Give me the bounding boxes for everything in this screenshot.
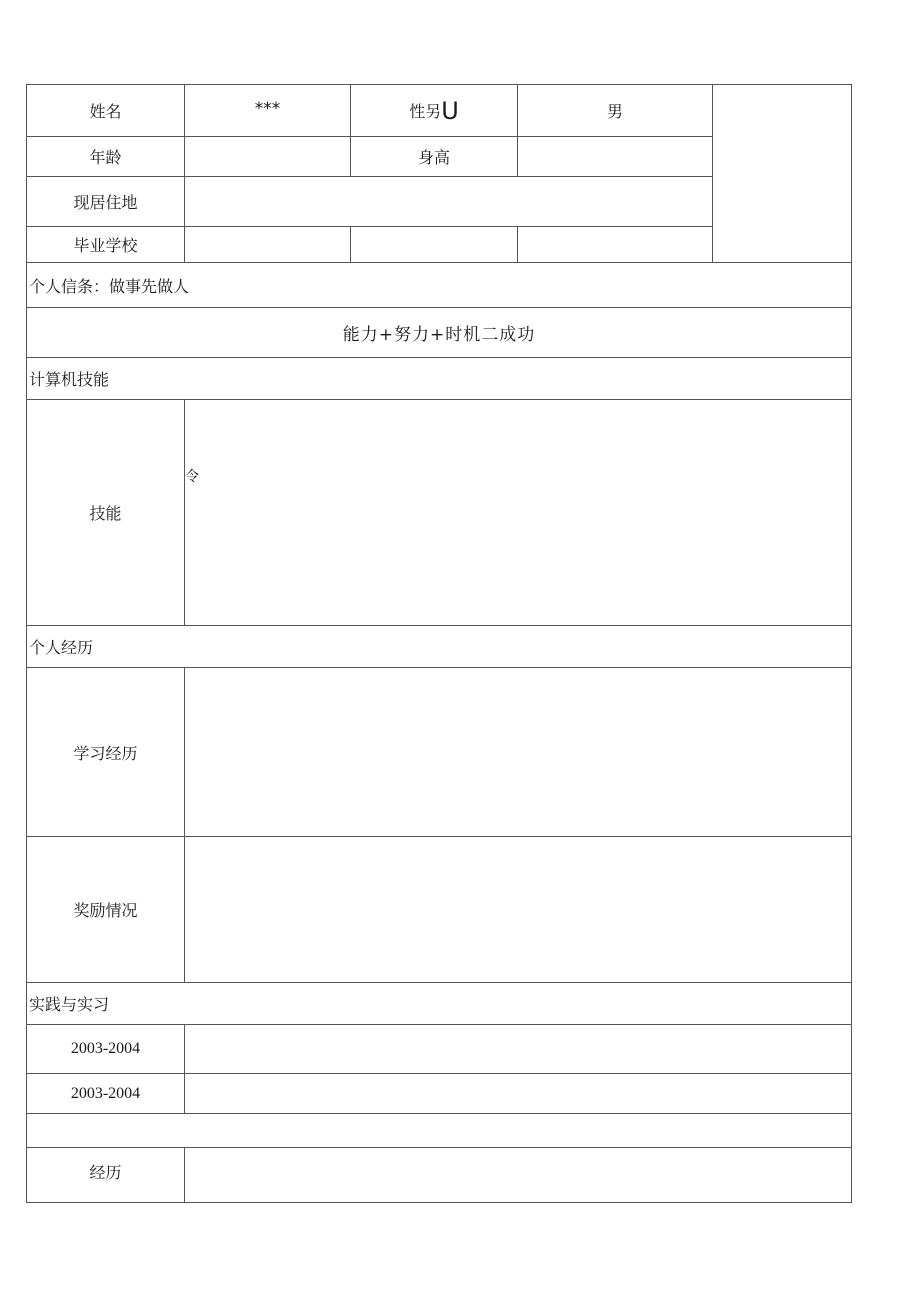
resume-table bbox=[26, 84, 852, 1203]
row-practice-title bbox=[27, 983, 852, 1025]
study-content bbox=[185, 668, 852, 837]
name-label: 姓名 bbox=[27, 85, 185, 137]
row-name bbox=[27, 85, 852, 137]
row-study bbox=[27, 668, 852, 837]
row-skills-title bbox=[27, 358, 852, 400]
residence-value bbox=[185, 177, 713, 227]
height-label: 身高 bbox=[351, 137, 518, 177]
motto-text-cell bbox=[27, 308, 852, 358]
name-value-text: *** bbox=[254, 99, 281, 119]
row-motto-text bbox=[27, 308, 852, 358]
height-value bbox=[518, 137, 713, 177]
awards-label: 奖励情况 bbox=[27, 837, 185, 983]
practice-content-1 bbox=[185, 1025, 852, 1074]
practice-section-title: 实践与实习 bbox=[27, 983, 852, 1025]
row-blank bbox=[27, 1114, 852, 1148]
blank-row-cell bbox=[27, 1114, 852, 1148]
school-value-3 bbox=[518, 227, 713, 263]
gender-label: 性另 bbox=[409, 101, 442, 121]
school-label: 毕业学校 bbox=[27, 227, 185, 263]
practice-period-1: 2003-2004 bbox=[27, 1025, 185, 1074]
row-awards bbox=[27, 837, 852, 983]
skills-label: 技能 bbox=[27, 400, 185, 626]
skills-content bbox=[185, 400, 852, 626]
practice-period-2: 2003-2004 bbox=[27, 1074, 185, 1114]
school-value-2 bbox=[351, 227, 518, 263]
school-value-1 bbox=[185, 227, 351, 263]
practice-row bbox=[27, 1025, 852, 1074]
photo-cell bbox=[713, 85, 852, 263]
row-experience-final bbox=[27, 1148, 852, 1203]
motto-label: 个人信条：做事先做人 bbox=[27, 263, 852, 308]
study-label: 学习经历 bbox=[27, 668, 185, 837]
experience-label: 经历 bbox=[27, 1148, 185, 1203]
residence-label: 现居住地 bbox=[27, 177, 185, 227]
name-value bbox=[185, 85, 351, 137]
experience-section-title: 个人经历 bbox=[27, 626, 852, 668]
age-label: 年龄 bbox=[27, 137, 185, 177]
skills-section-title: 计算机技能 bbox=[27, 358, 852, 400]
age-value bbox=[185, 137, 351, 177]
gender-label-cell bbox=[351, 85, 518, 137]
row-skills bbox=[27, 400, 852, 626]
skills-bullet: 令 bbox=[185, 469, 199, 485]
gender-value: 男 bbox=[518, 85, 713, 137]
motto-text: 能力+努力+时机二成功 bbox=[342, 325, 536, 345]
practice-content-2 bbox=[185, 1074, 852, 1114]
experience-content bbox=[185, 1148, 852, 1203]
gender-label-mark: U bbox=[441, 96, 459, 125]
awards-content bbox=[185, 837, 852, 983]
row-experience-title bbox=[27, 626, 852, 668]
practice-row bbox=[27, 1074, 852, 1114]
row-motto-label bbox=[27, 263, 852, 308]
